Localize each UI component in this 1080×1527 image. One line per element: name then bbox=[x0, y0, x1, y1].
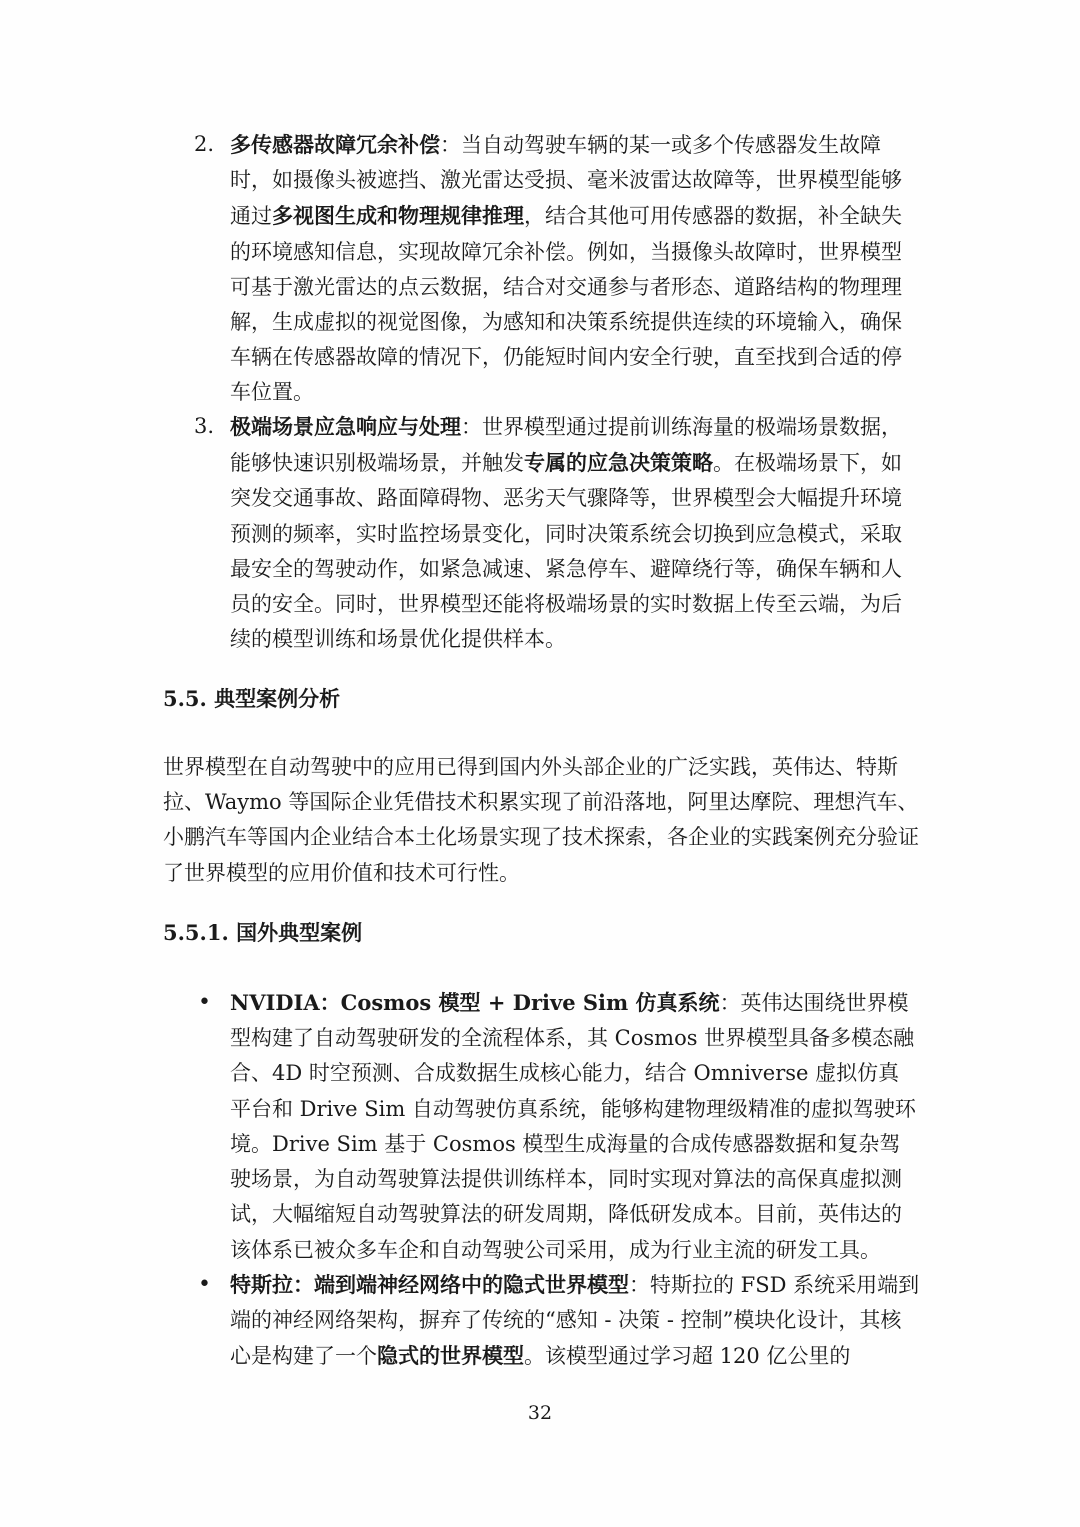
list-item-text: ：当自动驾驶车辆的某一或多个传感器发生故障时，如摄像头被遮挡、激光雷达受损、毫米波雷达故障等，世界模型能够通过 bbox=[230, 133, 902, 229]
list-item-paragraph bbox=[230, 127, 920, 411]
list-item-emphasis: 多视图生成和物理规律推理 bbox=[272, 203, 524, 229]
bullet-paragraph bbox=[230, 985, 920, 1269]
section-heading: 5.5. 典型案例分析 bbox=[163, 686, 341, 711]
subsection-heading: 5.5.1. 国外典型案例 bbox=[163, 920, 363, 945]
list-item-lead: 极端场景应急响应与处理 bbox=[230, 414, 461, 439]
section-paragraph: 世界模型在自动驾驶中的应用已得到国内外头部企业的广泛实践，英伟达、特斯拉、Waymo 等国际企业凭借技术积累实现了前沿落地，阿里达摩院、理想汽车、小鹏汽车等国内企业结合本土化场景实现了技术探索，各企业的实践案例充分验证了世界模型的应用价值和技术可行性。 bbox=[163, 755, 919, 885]
bullet-marker: • bbox=[198, 990, 211, 1015]
bullet-text: ：英伟达围绕世界模型构建了自动驾驶研发的全流程体系，其 Cosmos 世界模型具备多模态融合、4D 时空预测、合成数据生成核心能力，结合 Omniverse 虚拟仿真平台和 Drive Sim 自动驾驶仿真系统，能够构建物理级精准的虚拟驾驶环境。Drive Sim 基于 Cosmos 模型生成海量的合成传感器数据和复杂驾驶场景，为自动驾驶算法提供训练样本，同时实现对算法的高保真虚拟测试，大幅缩短自动驾驶算法的研发周期，降低研发成本。目前，英伟达的该体系已被众多车企和自动驾驶公司采用，成为行业主流的研发工具。 bbox=[230, 991, 916, 1263]
list-item-emphasis: 专属的应急决策策略 bbox=[524, 450, 713, 476]
bullet-marker: • bbox=[198, 1272, 211, 1297]
list-number: 2. bbox=[194, 132, 215, 156]
list-item-paragraph bbox=[230, 409, 920, 657]
bullet-lead: NVIDIA：Cosmos 模型 + Drive Sim 仿真系统 bbox=[230, 990, 720, 1015]
list-item-text: 。在极端场景下，如突发交通事故、路面障碍物、恶劣天气骤降等，世界模型会大幅提升环境预测的频率，实时监控场景变化，同时决策系统会切换到应急模式，采取最安全的驾驶动作，如紧急减速、紧急停车、避障绕行等，确保车辆和人员的安全。同时，世界模型还能将极端场景的实时数据上传至云端，为后续的模型训练和场景优化提供样本。 bbox=[230, 451, 902, 652]
bullet-lead: 特斯拉：端到端神经网络中的隐式世界模型 bbox=[230, 1272, 629, 1297]
bullet-paragraph bbox=[230, 1267, 920, 1375]
bullet-text: 。该模型通过学习超 120 亿公里的 bbox=[524, 1344, 851, 1369]
page-number: 32 bbox=[527, 1402, 553, 1424]
list-item-text: ，结合其他可用传感器的数据，补全缺失的环境感知信息，实现故障冗余补偿。例如，当摄像头故障时，世界模型可基于激光雷达的点云数据，结合对交通参与者形态、道路结构的物理理解，生成虚拟的视觉图像，为感知和决策系统提供连续的环境输入，确保车辆在传感器故障的情况下，仍能短时间内安全行驶，直至找到合适的停车位置。 bbox=[230, 204, 902, 405]
bullet-emphasis: 隐式的世界模型 bbox=[377, 1343, 524, 1369]
list-item-lead: 多传感器故障冗余补偿 bbox=[230, 132, 440, 157]
list-item-text: ：世界模型通过提前训练海量的极端场景数据，能够快速识别极端场景，并触发 bbox=[230, 415, 902, 476]
list-number: 3. bbox=[194, 414, 215, 438]
bullet-text: ：特斯拉的 FSD 系统采用端到端的神经网络架构，摒弃了传统的“感知 - 决策 - 控制”模块化设计，其核心是构建了一个 bbox=[230, 1273, 920, 1369]
